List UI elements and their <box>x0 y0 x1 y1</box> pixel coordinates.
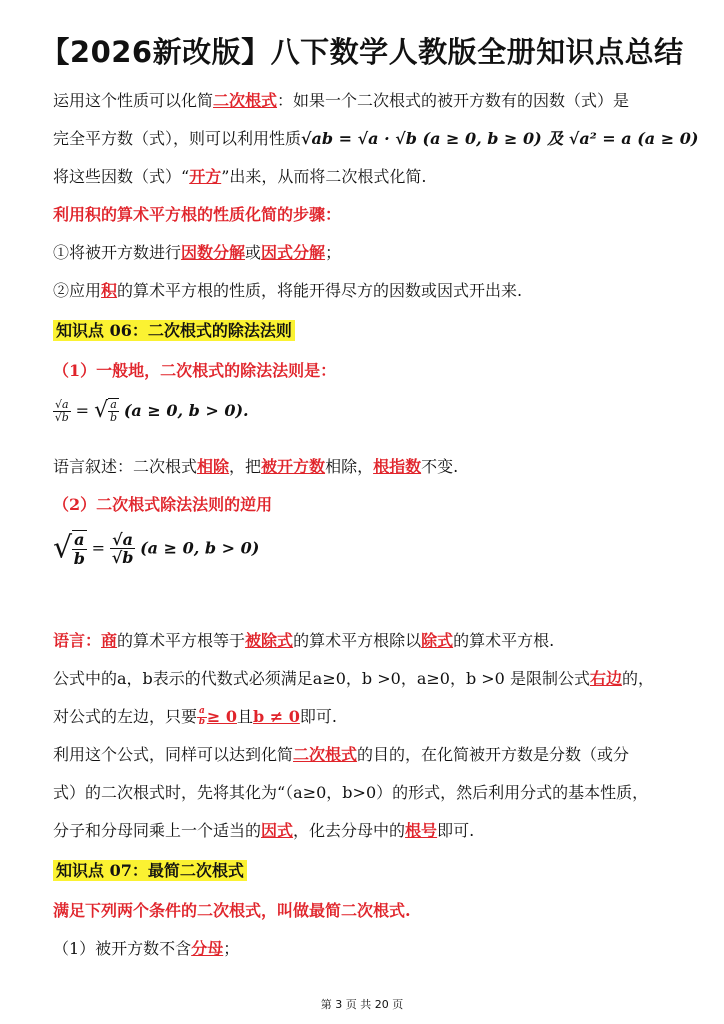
text: ； <box>325 243 342 262</box>
keyword: 相除 <box>197 457 230 476</box>
label: 语言： <box>53 631 102 650</box>
section-tag-07 <box>53 860 247 882</box>
keyword: 因式分解 <box>261 243 326 262</box>
paragraph-line <box>53 630 554 652</box>
keyword: 被除式 <box>245 631 294 650</box>
text: ； <box>223 939 240 958</box>
highlight-label: 知识点 07：最简二次根式 <box>53 860 247 881</box>
paragraph-line <box>53 456 458 478</box>
page-footer: 第 3 页 共 20 页 <box>320 998 404 1011</box>
text: 利用这个公式，同样可以达到化简 <box>53 745 294 764</box>
keyword: 商 <box>101 631 118 650</box>
keyword: 分母 <box>191 939 224 958</box>
keyword: 右边 <box>589 669 622 688</box>
paragraph-line <box>53 668 654 690</box>
text: 对公式的左边，只要 <box>53 707 198 726</box>
product-rule-formula: √ab = √a · √b (a ≥ 0, b ≥ 0) 及 √a² = a (a ≥ 0) <box>301 129 699 148</box>
text: 相除， <box>325 457 374 476</box>
paragraph-line <box>53 90 629 112</box>
text: 且 <box>236 707 253 726</box>
text: 的算术平方根除以 <box>293 631 422 650</box>
page-title: 【2026新改版】八下数学人教版全册知识点总结 <box>40 35 684 69</box>
sqrt-fraction: $\frac{√a}{√b}$ <box>111 529 134 568</box>
text: 即可. <box>299 707 337 726</box>
keyword: 根指数 <box>373 457 422 476</box>
keyword: b ≠ 0 <box>252 707 300 726</box>
text: 完全平方数（式），则可以利用性质 <box>53 129 302 148</box>
paragraph-line <box>53 166 426 188</box>
text: 的算术平方根等于 <box>117 631 246 650</box>
text: 即可. <box>437 821 475 840</box>
small-fraction: $\frac{a}{b}$ <box>198 706 206 727</box>
kp07-heading: 满足下列两个条件的二次根式，叫做最简二次根式. <box>53 901 411 920</box>
text: ，把 <box>229 457 262 476</box>
text: 的算术平方根的性质，将能开得尽方的因数或因式开出来. <box>117 281 523 300</box>
text: 或 <box>245 243 262 262</box>
text: （1）被开方数不含 <box>53 939 192 958</box>
division-rule-formula: $\frac{√a}{√b}$ = √ $\frac{a}{b}$ (a ≥ 0, b > 0). <box>54 397 249 425</box>
fraction-under-root: $\frac{a}{b}$ <box>73 530 85 568</box>
subheading-2: （2）二次根式除法法则的逆用 <box>53 495 273 514</box>
subheading-1: （1）一般地，二次根式的除法法则是： <box>53 361 337 380</box>
highlight-label: 知识点 06：二次根式的除法法则 <box>53 320 295 341</box>
keyword: 除式 <box>421 631 454 650</box>
text: ”出来，从而将二次根式化简. <box>221 167 427 186</box>
division-rule-inverse-formula: √ $\frac{a}{b}$ = $\frac{√a}{√b}$ (a ≥ 0, b > 0) <box>53 529 260 568</box>
keyword: 二次根式 <box>213 91 278 110</box>
text: 将这些因数（式）“ <box>53 167 190 186</box>
text: 不变. <box>421 457 459 476</box>
text: 的， <box>621 669 654 688</box>
sqrt-fraction: $\frac{√a}{√b}$ <box>54 397 69 424</box>
condition-1 <box>53 938 239 960</box>
text: ，化去分母中的 <box>293 821 406 840</box>
keyword: 因式 <box>261 821 294 840</box>
paragraph-line: 式）的二次根式时，先将其化为“（a≥0，b>0）的形式，然后利用分式的基本性质， <box>53 783 649 802</box>
condition: (a ≥ 0, b > 0). <box>123 401 249 421</box>
fraction-under-root: $\frac{a}{b}$ <box>109 398 117 425</box>
text: ①将被开方数进行 <box>53 243 182 262</box>
text: ：如果一个二次根式的被开方数有的因数（式）是 <box>277 91 630 110</box>
step-2 <box>53 280 522 302</box>
keyword: ≥ 0 <box>206 707 237 726</box>
text: ②应用 <box>53 281 102 300</box>
text: 语言叙述：二次根式 <box>53 457 198 476</box>
keyword: 被开方数 <box>261 457 326 476</box>
text: 运用这个性质可以化简 <box>53 91 214 110</box>
paragraph-line <box>53 128 698 150</box>
paragraph-line <box>53 744 629 766</box>
keyword: 开方 <box>189 167 222 186</box>
keyword: 根号 <box>405 821 438 840</box>
section-tag-06 <box>53 320 295 342</box>
text: 的目的，在化简被开方数是分数（或分 <box>357 745 630 764</box>
steps-heading: 利用积的算术平方根的性质化简的步骤： <box>53 205 342 224</box>
step-1 <box>53 242 341 264</box>
keyword: 因数分解 <box>181 243 246 262</box>
text: 的算术平方根. <box>453 631 555 650</box>
keyword: 二次根式 <box>293 745 358 764</box>
paragraph-line <box>53 820 474 842</box>
text: 分子和分母同乘上一个适当的 <box>53 821 262 840</box>
paragraph-line <box>53 706 337 728</box>
text: 公式中的a，b表示的代数式必须满足a≥0，b >0，a≥0，b >0 是限制公式 <box>53 669 590 688</box>
condition: (a ≥ 0, b > 0) <box>140 538 260 558</box>
keyword: 积 <box>101 281 118 300</box>
